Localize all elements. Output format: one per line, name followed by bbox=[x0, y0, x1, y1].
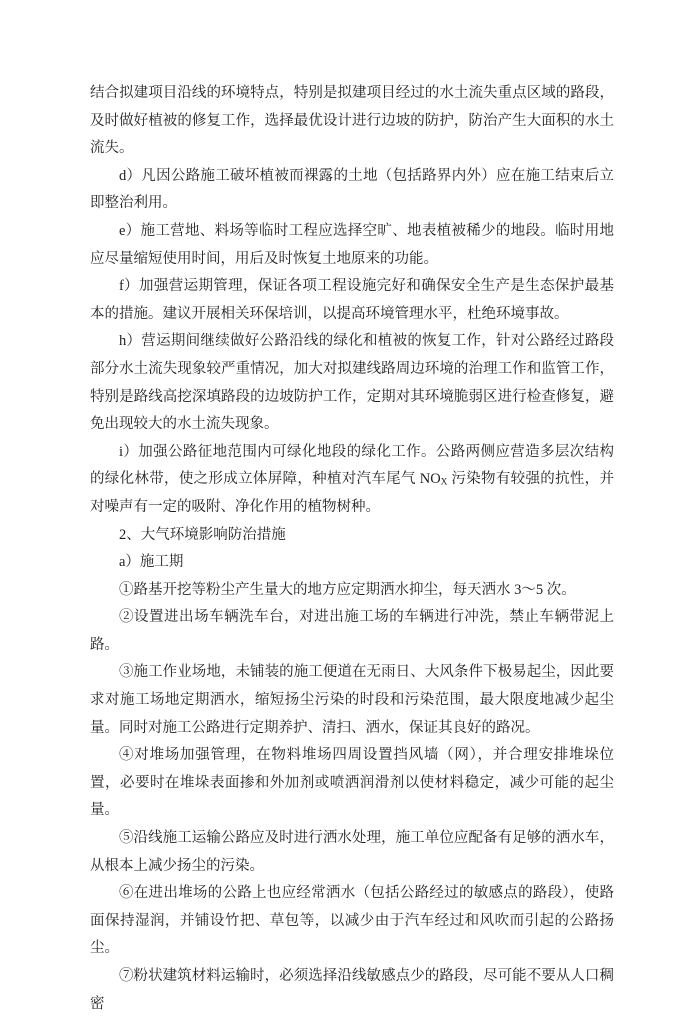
text-run: ②设置进出场车辆洗车台，对进出施工场的车辆进行冲洗，禁止车辆带泥上路。 bbox=[90, 609, 614, 653]
text-run: f）加强营运期管理，保证各项工程设施完好和确保安全生产是生态保护最基本的措施。建议开展相关环保培训，以提高环境管理水平，杜绝环境事故。 bbox=[90, 278, 614, 322]
paragraph bbox=[90, 880, 614, 963]
paragraph bbox=[90, 549, 614, 577]
text-run: e）施工营地、料场等临时工程应选择空旷、地表植被稀少的地段。临时用地应尽量缩短使用时间，用后及时恢复土地原来的功能。 bbox=[90, 222, 614, 267]
paragraph bbox=[90, 273, 614, 328]
text-run: ③施工作业场地，未铺装的施工便道在无雨日、大风条件下极易起尘，因此要求对施工场地定期洒水，缩短扬尘污染的时段和污染范围，最大限度地减少起尘量。同时对施工公路进行定期养护、清扫、洒水，保证其良好的路况。 bbox=[90, 664, 614, 736]
text-run: i）加强公路征地范围内可绿化地段的绿化工作。公路两侧应营造多层次结构的绿化林带，使之形成立体屏障，种植对汽车尾气 NO bbox=[90, 443, 614, 488]
text-run: ①路基开挖等粉尘产生量大的地方应定期洒水抑尘，每天洒水 3～5 次。 bbox=[119, 581, 576, 598]
text-run: a）施工期 bbox=[119, 554, 184, 571]
subscript-text: X bbox=[440, 478, 448, 488]
paragraph bbox=[90, 659, 614, 742]
paragraph bbox=[90, 163, 614, 218]
text-run: ⑥在进出堆场的公路上也应经常洒水（包括公路经过的敏感点的路段），使路面保持湿润，并铺设竹把、草包等，以减少由于汽车经过和风吹而引起的公路扬尘。 bbox=[90, 885, 614, 957]
text-run: 2、大气环境影响防治措施 bbox=[119, 526, 286, 543]
paragraph bbox=[90, 742, 614, 825]
text-run: d）凡因公路施工破坏植被而裸露的土地（包括路界内外）应在施工结束后立即整治利用。 bbox=[90, 167, 614, 212]
text-run: ⑦粉状建筑材料运输时，必须选择沿线敏感点少的路段，尽可能不要从人口稠密 bbox=[90, 968, 614, 1012]
paragraph bbox=[90, 577, 614, 605]
text-run: 污染物有较强的抗性，并对噪声有一定的吸附、净化作用的植物树种。 bbox=[90, 471, 614, 515]
paragraph bbox=[90, 604, 614, 659]
paragraph bbox=[90, 963, 614, 1018]
text-run: h）营运期间继续做好公路沿线的绿化和植被的恢复工作，针对公路经过路段部分水土流失现象较严重情况，加大对拟建线路周边环境的治理工作和监管工作，特别是路线高挖深填路段的边坡防护工作，定期对其环境脆弱区进行检查修复，避免出现较大的水土流失现象。 bbox=[90, 333, 614, 433]
paragraph bbox=[90, 522, 614, 550]
paragraph bbox=[90, 80, 614, 163]
paragraph bbox=[90, 825, 614, 880]
paragraph bbox=[90, 218, 614, 273]
document-body bbox=[90, 80, 614, 1018]
text-run: ④对堆场加强管理，在物料堆场四周设置挡风墙（网），并合理安排堆垛位置，必要时在堆垛表面掺和外加剂或喷洒润滑剂以使材料稳定，减少可能的起尘量。 bbox=[90, 747, 614, 819]
paragraph bbox=[90, 439, 614, 522]
paragraph bbox=[90, 328, 614, 438]
text-run: 结合拟建项目沿线的环境特点，特别是拟建项目经过的水土流失重点区域的路段，及时做好植被的修复工作，选择最优设计进行边坡的防护，防治产生大面积的水土流失。 bbox=[90, 85, 614, 157]
text-run: ⑤沿线施工运输公路应及时进行洒水处理，施工单位应配备有足够的洒水车，从根本上减少扬尘的污染。 bbox=[90, 830, 614, 874]
